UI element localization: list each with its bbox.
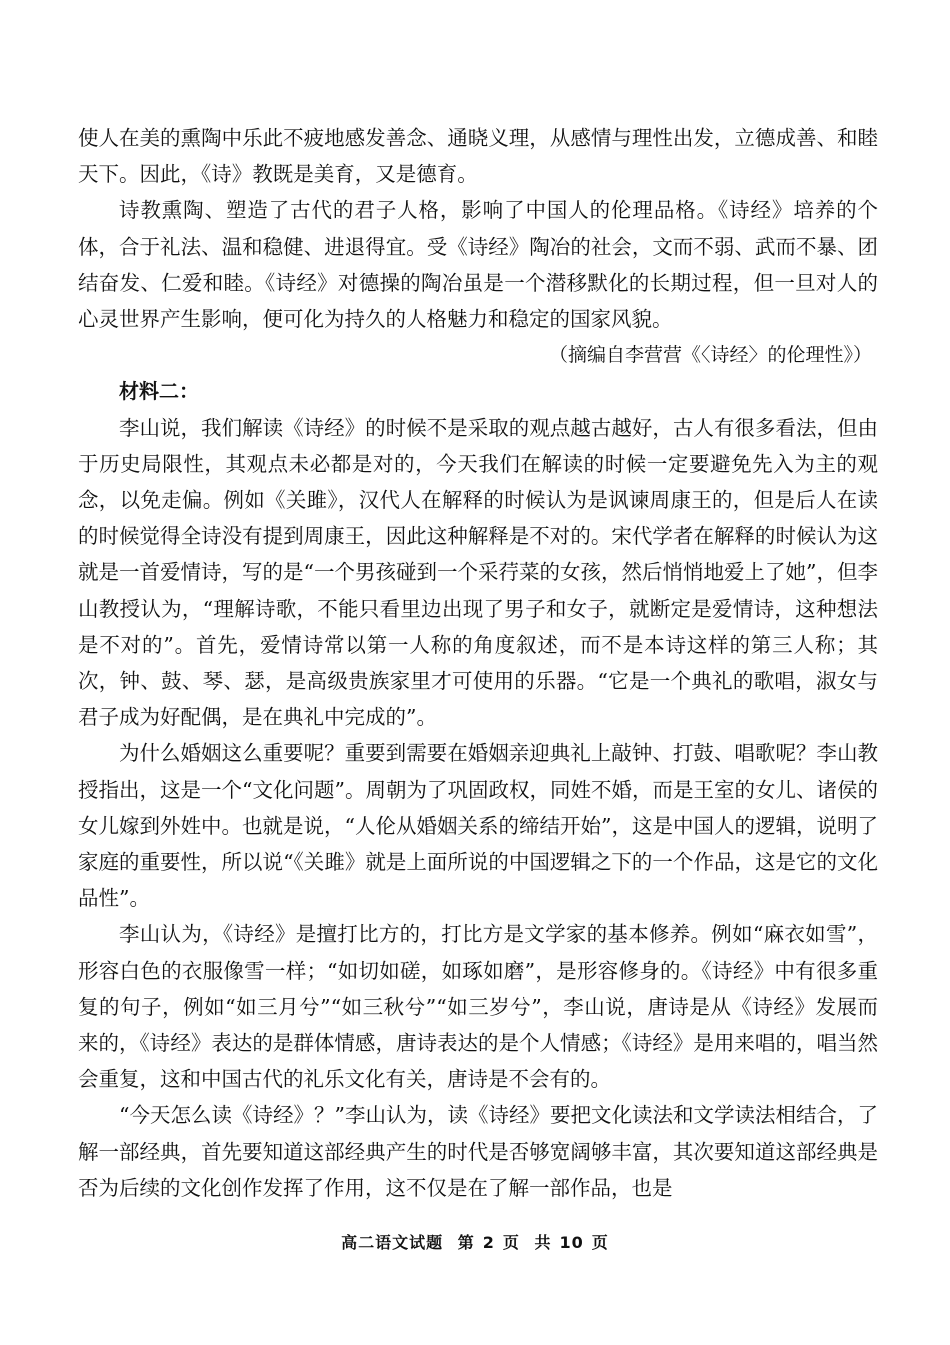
page-number: 2	[482, 1233, 495, 1252]
paragraph-metaphor: 李山认为，《诗经》是擅打比方的，打比方是文学家的基本修养。例如“麻衣如雪”，形容白色的衣服像雪一样；“如切如磋，如琢如磨”，是形容修身的。《诗经》中有很多重复的句子，例如“如三月兮”“如三秋兮”“如三岁兮”，李山说，唐诗是从《诗经》发展而来的，《诗经》表达的是群体情感，唐诗表达的是个人情感；《诗经》是用来唱的，唱当然会重复，这和中国古代的礼乐文化有关，唐诗是不会有的。	[78, 922, 878, 1092]
article-body	[78, 120, 878, 1206]
paragraph-marriage-importance: 为什么婚姻这么重要呢？重要到需要在婚姻亲迎典礼上敲钟、打鼓、唱歌呢？李山教授指出，这是一个“文化问题”。周朝为了巩固政权，同姓不婚，而是王室的女儿、诸侯的女儿嫁到外姓中。也就是说，“人伦从婚姻关系的缔结开始”，这是中国人的逻辑，说明了家庭的重要性，所以说“《关雎》就是上面所说的中国逻辑之下的一个作品，这是它的文化品性”。	[78, 741, 878, 911]
total-pages: 10	[559, 1233, 584, 1252]
paragraph-poetry-education: 诗教熏陶、塑造了古代的君子人格，影响了中国人的伦理品格。《诗经》培养的个体，合于礼法、温和稳健、进退得宜。受《诗经》陶冶的社会，文而不弱、武而不暴、团结奋发、仁爱和睦。《诗经》对德操的陶冶虽是一个潜移默化的长期过程，但一旦对人的心灵世界产生影响，便可化为持久的人格魅力和稳定的国家风貌。	[78, 198, 878, 332]
paragraph-how-to-read: “今天怎么读《诗经》？”李山认为，读《诗经》要把文化读法和文学读法相结合，了解一部经典，首先要知道这部经典产生的时代是否够宽阔够丰富，其次要知道这部经典是否为后续的文化创作发挥了作用，这不仅是在了解一部作品，也是	[78, 1103, 878, 1200]
paragraph-continuation: 使人在美的熏陶中乐此不疲地感发善念、通晓义理，从感情与理性出发，立德成善、和睦天下。因此，《诗》教既是美育，又是德育。	[78, 126, 878, 187]
exam-title: 高二语文试题	[341, 1233, 444, 1252]
page-label-prefix: 第	[457, 1233, 475, 1252]
section-heading-material-two: 材料二：	[119, 379, 199, 404]
page-footer	[0, 1230, 950, 1253]
page-label-suffix: 页	[502, 1233, 520, 1252]
total-prefix: 共	[534, 1233, 552, 1252]
paragraph-li-shan-interpretation: 李山说，我们解读《诗经》的时候不是采取的观点越古越好，古人有很多看法，但由于历史局限性，其观点未必都是对的，今天我们在解读的时候一定要避免先入为主的观念，以免走偏。例如《关雎》，汉代人在解释的时候认为是讽谏周康王的，但是后人在读的时候觉得全诗没有提到周康王，因此这种解释是不对的。宋代学者在解释的时候认为这就是一首爱情诗，写的是“一个男孩碰到一个采荇菜的女孩，然后悄悄地爱上了她”，但李山教授认为，“理解诗歌，不能只看里边出现了男子和女子，就断定是爱情诗，这种想法是不对的”。首先，爱情诗常以第一人称的角度叙述，而不是本诗这样的第三人称；其次，钟、鼓、琴、瑟，是高级贵族家里才可使用的乐器。“它是一个典礼的歌唱，淑女与君子成为好配偶，是在典礼中完成的”。	[78, 415, 878, 730]
total-suffix: 页	[591, 1233, 609, 1252]
source-citation: （摘编自李营营《〈诗经〉的伦理性》）	[548, 344, 872, 367]
